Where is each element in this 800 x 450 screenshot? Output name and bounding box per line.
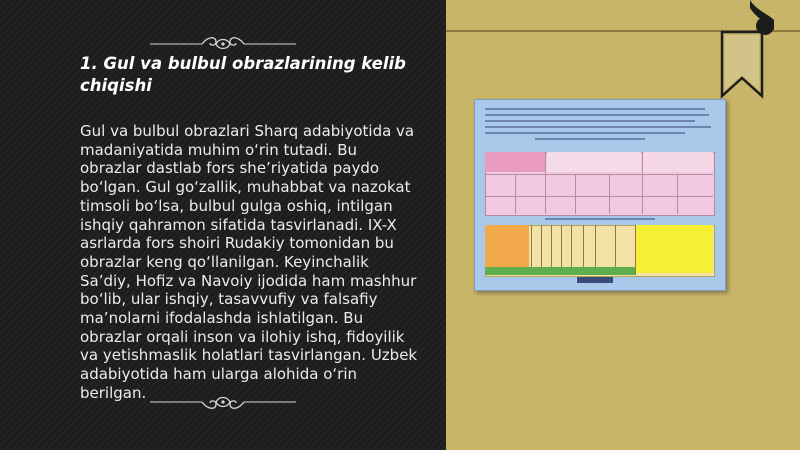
- scroll-ornament-icon: [150, 392, 296, 412]
- bookmark-ribbon-icon: [716, 0, 774, 100]
- slide-title: 1. Gul va bulbul obrazlarining kelib chiqishi: [80, 54, 406, 95]
- slide-body-text: Gul va bulbul obrazlari Sharq adabiyotida va madaniyatida muhim o‘rin tutadi. Bu obrazlar dastlab fors she’riyatida paydo bo‘lgan. Gul go‘zallik, muhabbat va nazokat timsoli bo‘lsa, bulbul gulga oshiq, intilgan ishqiy qahramon sifatida tasvirlanadi. IX-X asrlarda fors shoiri Rudakiy tomonidan bu obrazlar keng qo‘llanilgan. Keyinchalik Sa’diy, Hofiz va Navoiy ijodida ham mashhur bo‘lib, ular ishqiy, tasavvufiy va falsafiy ma’nolarni ifodalashda ishlatilgan. Bu obrazlar orqali inson va ilohiy ishq, fidoyilik va yetishmaslik holatlari tasvirlangan. Uzbek adabiyotida ham ularga alohida o‘rin berilgan.: [80, 122, 418, 402]
- scroll-ornament-icon: [150, 34, 296, 54]
- document-photo: [474, 99, 726, 291]
